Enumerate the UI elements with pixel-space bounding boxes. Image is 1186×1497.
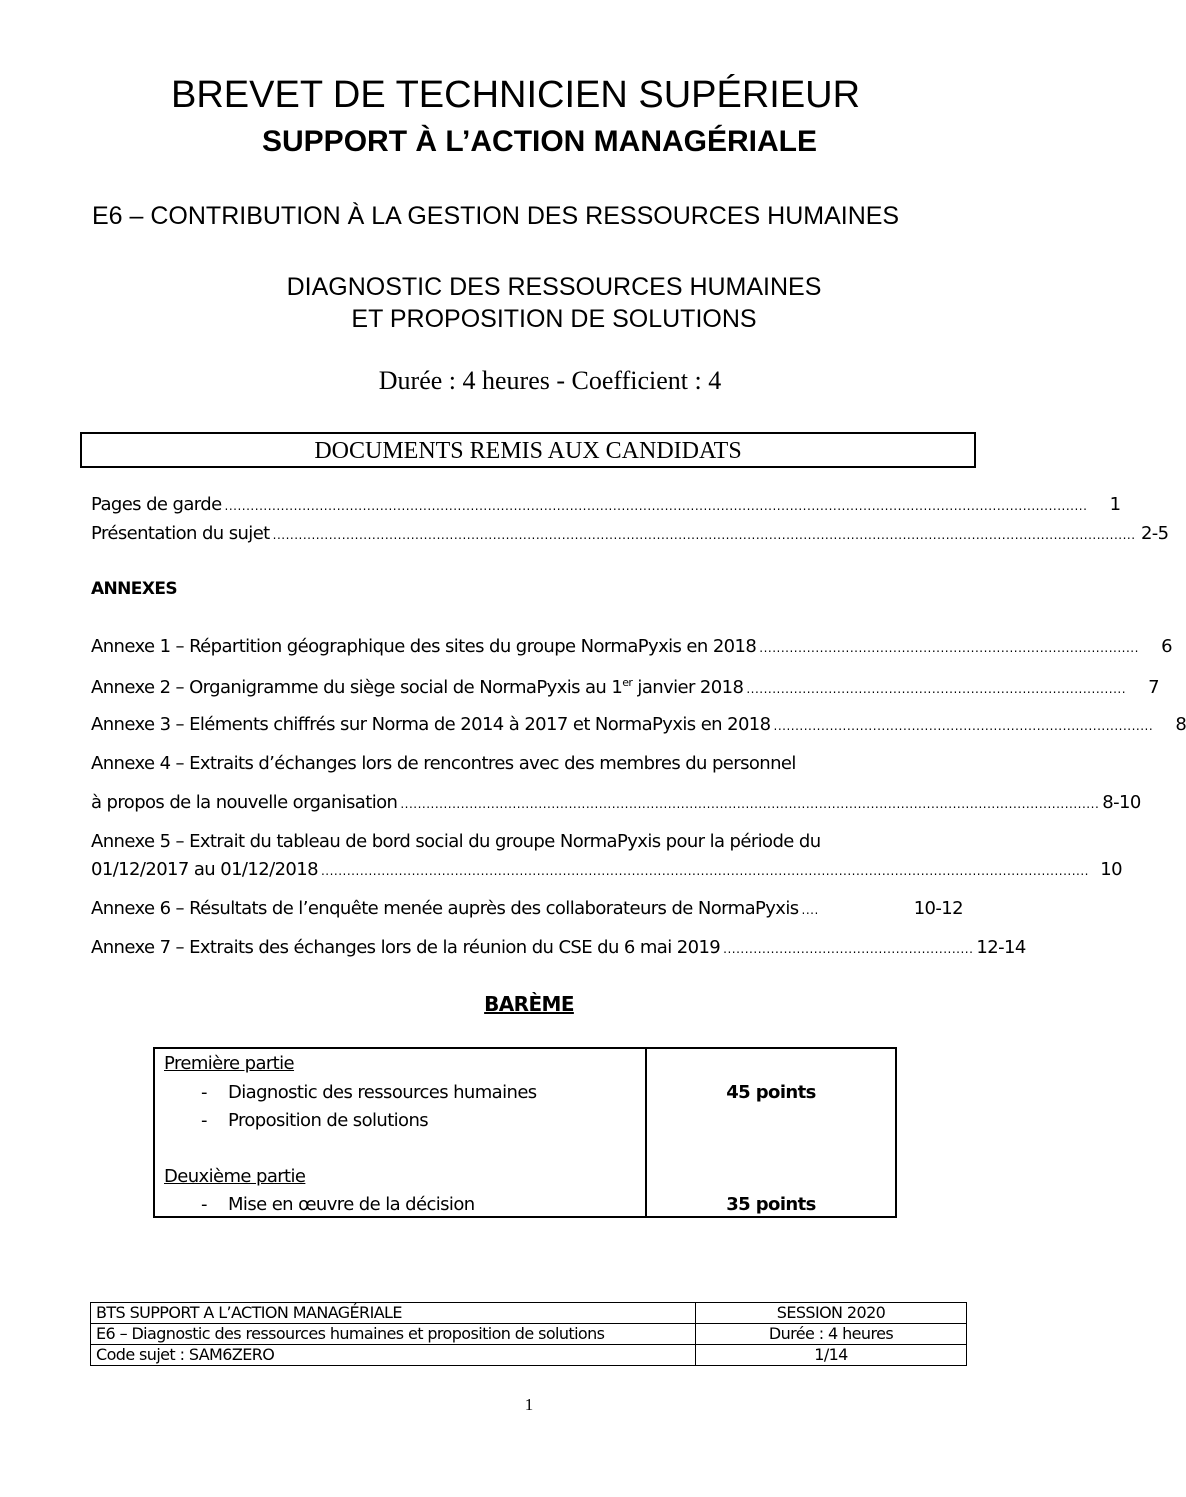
toc-label: Annexe 1 – Répartition géographique des sites du groupe NormaPyxis en 2018: [91, 636, 757, 657]
toc-label: Pages de garde: [91, 494, 222, 515]
topic-line-2: ET PROPOSITION DE SOLUTIONS: [351, 305, 757, 333]
toc-leader: ..........................................................: [723, 942, 974, 956]
annex-item-5: [91, 859, 1122, 880]
annex-item-1: [91, 636, 1172, 657]
page-number: 1: [524, 1395, 534, 1414]
toc-page: 10: [1100, 859, 1122, 880]
toc-page: 12-14: [976, 937, 1026, 958]
toc-item: [91, 523, 1169, 544]
footer-row: [91, 1345, 967, 1366]
toc-label-text: janvier 2018: [632, 677, 744, 698]
toc-leader: ..................................................................................................................................................................: [400, 797, 1100, 811]
bullet: -: [201, 1082, 207, 1103]
toc-page: 1: [1109, 494, 1121, 515]
ordinal-superscript: er: [622, 676, 633, 689]
toc-label: Présentation du sujet: [91, 523, 270, 544]
topic-line-1: DIAGNOSTIC DES RESSOURCES HUMAINES: [286, 273, 822, 301]
toc-leader: ........................................................................................: [773, 719, 1154, 733]
toc-page: 10-12: [913, 898, 963, 919]
toc-page: 6: [1161, 636, 1172, 657]
annex-item-2: [91, 676, 1160, 698]
toc-leader: ........................................................................................................................................................................................................: [224, 499, 1088, 513]
toc-item: [91, 494, 1121, 515]
footer-row: [91, 1324, 967, 1345]
toc-page: 7: [1148, 677, 1160, 698]
bareme-points-column: [647, 1049, 895, 1216]
part1-item: Proposition de solutions: [228, 1110, 429, 1131]
footer-cell: SESSION 2020: [696, 1303, 967, 1324]
toc-page: 8-10: [1102, 792, 1141, 813]
footer-cell: 1/14: [696, 1345, 967, 1366]
annex-item-5-line-1: Annexe 5 – Extrait du tableau de bord social du groupe NormaPyxis pour la période du: [91, 831, 821, 852]
toc-label: à propos de la nouvelle organisation: [91, 792, 398, 813]
part2-points: 35 points: [726, 1194, 816, 1215]
annex-item-6: [91, 898, 963, 919]
annex-item-4-line-1: Annexe 4 – Extraits d’échanges lors de rencontres avec des membres du personnel: [91, 753, 796, 774]
part1-item: Diagnostic des ressources humaines: [228, 1082, 537, 1103]
document-title: BREVET DE TECHNICIEN SUPÉRIEUR: [171, 74, 861, 116]
footer-cell: Durée : 4 heures: [696, 1324, 967, 1345]
toc-leader: ....: [801, 903, 819, 917]
footer-table: [90, 1302, 967, 1366]
part2-item: Mise en œuvre de la décision: [228, 1194, 475, 1215]
toc-label: Annexe 6 – Résultats de l’enquête menée auprès des collaborateurs de NormaPyxis: [91, 898, 799, 919]
footer-cell: BTS SUPPORT A L’ACTION MANAGÉRIALE: [91, 1303, 696, 1324]
toc-leader: ........................................................................................................................................................................................................: [272, 528, 1136, 542]
toc-label-text: Annexe 2 – Organigramme du siège social de NormaPyxis au 1: [91, 677, 623, 698]
annex-item-3: [91, 714, 1186, 735]
exam-heading: E6 – CONTRIBUTION À LA GESTION DES RESSOURCES HUMAINES: [92, 202, 900, 230]
toc-label: Annexe 3 – Eléments chiffrés sur Norma de 2014 à 2017 et NormaPyxis en 2018: [91, 714, 771, 735]
toc-label: 01/12/2017 au 01/12/2018: [91, 859, 318, 880]
footer-row: [91, 1303, 967, 1324]
toc-label: Annexe 7 – Extraits des échanges lors de la réunion du CSE du 6 mai 2019: [91, 937, 721, 958]
annexes-heading: ANNEXES: [91, 579, 177, 599]
part2-title: Deuxième partie: [164, 1166, 306, 1187]
toc-page: 8: [1175, 714, 1186, 735]
toc-leader: ........................................................................................: [746, 682, 1127, 696]
toc-leader: ........................................................................................: [759, 641, 1139, 655]
bareme-parts-column: [155, 1049, 647, 1216]
duration-coefficient: Durée : 4 heures - Coefficient : 4: [378, 366, 722, 395]
toc-label: [91, 676, 743, 698]
annex-item-7: [91, 937, 1026, 958]
footer-cell: Code sujet : SAM6ZERO: [91, 1345, 696, 1366]
document-subtitle: SUPPORT À L’ACTION MANAGÉRIALE: [262, 125, 818, 158]
bareme-table: [153, 1047, 897, 1218]
bullet: -: [201, 1194, 207, 1215]
part1-points: 45 points: [726, 1082, 816, 1103]
bullet: -: [201, 1110, 207, 1131]
documents-box: DOCUMENTS REMIS AUX CANDIDATS: [80, 432, 976, 468]
part1-title: Première partie: [164, 1053, 295, 1074]
bareme-title: BARÈME: [484, 992, 574, 1016]
annex-item-4: [91, 792, 1141, 813]
topic-heading: [0, 271, 1108, 335]
footer-cell: E6 – Diagnostic des ressources humaines et proposition de solutions: [91, 1324, 696, 1345]
toc-leader: ..................................................................................................................................................................................: [320, 864, 1089, 878]
toc-page: 2-5: [1140, 523, 1169, 544]
